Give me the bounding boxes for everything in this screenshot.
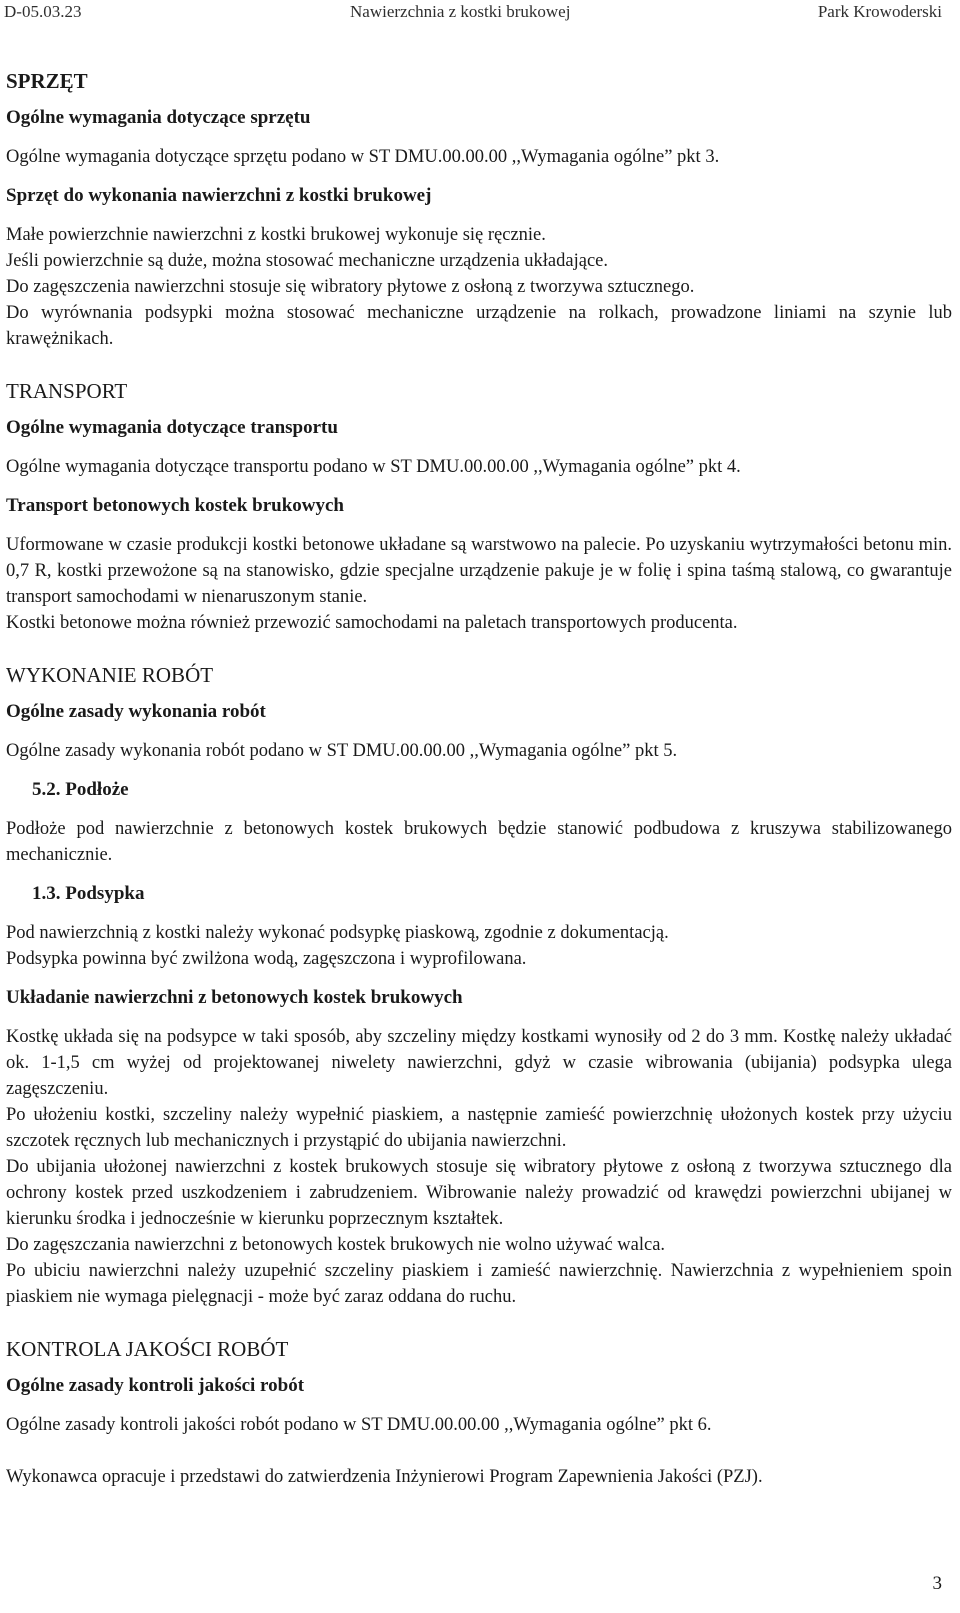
paragraph: Do zagęszczenia nawierzchni stosuje się wibratory płytowe z osłoną z tworzywa sztucznego. bbox=[6, 277, 695, 297]
subsection-title: Ogólne zasady wykonania robót bbox=[6, 701, 266, 722]
subsection-title: Ogólne wymagania dotyczące sprzętu bbox=[6, 107, 311, 128]
paragraph: Podsypka powinna być zwilżona wodą, zagęszczona i wyprofilowana. bbox=[6, 949, 527, 969]
section-title-sprzet: SPRZĘT bbox=[6, 69, 88, 93]
paragraph: Jeśli powierzchnie są duże, można stosować mechaniczne urządzenia układające. bbox=[6, 251, 608, 271]
subsection-title: Sprzęt do wykonania nawierzchni z kostki brukowej bbox=[6, 185, 432, 206]
page-number: 3 bbox=[932, 1573, 942, 1594]
document-title: Nawierzchnia z kostki brukowej bbox=[350, 2, 571, 21]
subsection-title: Transport betonowych kostek brukowych bbox=[6, 495, 344, 516]
paragraph: Podłoże pod nawierzchnie z betonowych kostek brukowych będzie stanowić podbudowa z kruszywa stabilizowanego mechanicznie. bbox=[6, 819, 952, 865]
paragraph: Po ułożeniu kostki, szczeliny należy wypełnić piaskiem, a następnie zamieść powierzchnię ułożonych kostek przy użyciu szczotek ręcznych lub mechanicznych i przystąpić do ubijania nawierzchni. bbox=[6, 1105, 952, 1151]
paragraph: Małe powierzchnie nawierzchni z kostki brukowej wykonuje się ręcznie. bbox=[6, 225, 546, 245]
paragraph: Wykonawca opracuje i przedstawi do zatwierdzenia Inżynierowi Program Zapewnienia Jakości (PZJ). bbox=[6, 1467, 763, 1487]
paragraph: Do wyrównania podsypki można stosować mechaniczne urządzenie na rolkach, prowadzone liniami na szynie lub krawężnikach. bbox=[6, 303, 952, 349]
section-title-wykonanie: WYKONANIE ROBÓT bbox=[6, 663, 214, 687]
paragraph: Do zagęszczania nawierzchni z betonowych kostek brukowych nie wolno używać walca. bbox=[6, 1235, 666, 1255]
subsection-title: Układanie nawierzchni z betonowych kostek brukowych bbox=[6, 987, 463, 1008]
paragraph: Ogólne wymagania dotyczące transportu podano w ST DMU.00.00.00 ,,Wymagania ogólne” pkt 4. bbox=[6, 457, 741, 477]
subsection-title: Ogólne wymagania dotyczące transportu bbox=[6, 417, 338, 438]
project-location: Park Krowoderski bbox=[817, 2, 942, 21]
section-title-transport: TRANSPORT bbox=[6, 379, 128, 403]
paragraph: Po ubiciu nawierzchni należy uzupełnić szczeliny piaskiem i zamieść nawierzchnię. Nawierzchnia z wypełnieniem spoin piaskiem nie wymaga pielęgnacji - może być zaraz oddana do ruchu. bbox=[6, 1261, 952, 1307]
paragraph: Ogólne zasady kontroli jakości robót podano w ST DMU.00.00.00 ,,Wymagania ogólne” pkt 6. bbox=[6, 1415, 712, 1435]
paragraph: Ogólne zasady wykonania robót podano w ST DMU.00.00.00 ,,Wymagania ogólne” pkt 5. bbox=[6, 741, 678, 761]
subsection-title: Ogólne zasady kontroli jakości robót bbox=[6, 1375, 305, 1396]
subsection-title: 1.3. Podsypka bbox=[32, 883, 145, 904]
paragraph: Ogólne wymagania dotyczące sprzętu podano w ST DMU.00.00.00 ,,Wymagania ogólne” pkt 3. bbox=[6, 147, 720, 167]
paragraph: Kostki betonowe można również przewozić samochodami na paletach transportowych producenta. bbox=[6, 613, 738, 633]
paragraph: Pod nawierzchnią z kostki należy wykonać podsypkę piaskową, zgodnie z dokumentacją. bbox=[6, 923, 669, 943]
page-header bbox=[0, 0, 960, 28]
paragraph: Do ubijania ułożonej nawierzchni z kostek brukowych stosuje się wibratory płytowe z osłoną z tworzywa sztucznego dla ochrony kostek przed uszkodzeniem i zabrudzeniem. Wibrowanie należy prowadzić od krawędzi powierzchni ubijanej w kierunku środka i jednocześnie w kierunku poprzecznym kształtek. bbox=[6, 1157, 952, 1229]
section-title-kontrola: KONTROLA JAKOŚCI ROBÓT bbox=[6, 1337, 289, 1361]
document-body bbox=[6, 68, 952, 1504]
document-code: D-05.03.23 bbox=[4, 2, 82, 21]
paragraph: Uformowane w czasie produkcji kostki betonowe układane są warstwowo na palecie. Po uzyskaniu wytrzymałości betonu min. 0,7 R, kostki przewożone są na stanowisko, gdzie specjalne urządzenie pakuje je w folię i spina taśmą stalową, co gwarantuje transport samochodami w nienaruszonym stanie. bbox=[6, 535, 952, 607]
paragraph: Kostkę układa się na podsypce w taki sposób, aby szczeliny między kostkami wynosiły od 2 do 3 mm. Kostkę należy układać ok. 1-1,5 cm wyżej od projektowanej niwelety nawierzchni, gdyż w czasie wibrowania (ubijania) podsypka ulega zagęszczeniu. bbox=[6, 1027, 952, 1099]
subsection-title: 5.2. Podłoże bbox=[32, 779, 129, 800]
